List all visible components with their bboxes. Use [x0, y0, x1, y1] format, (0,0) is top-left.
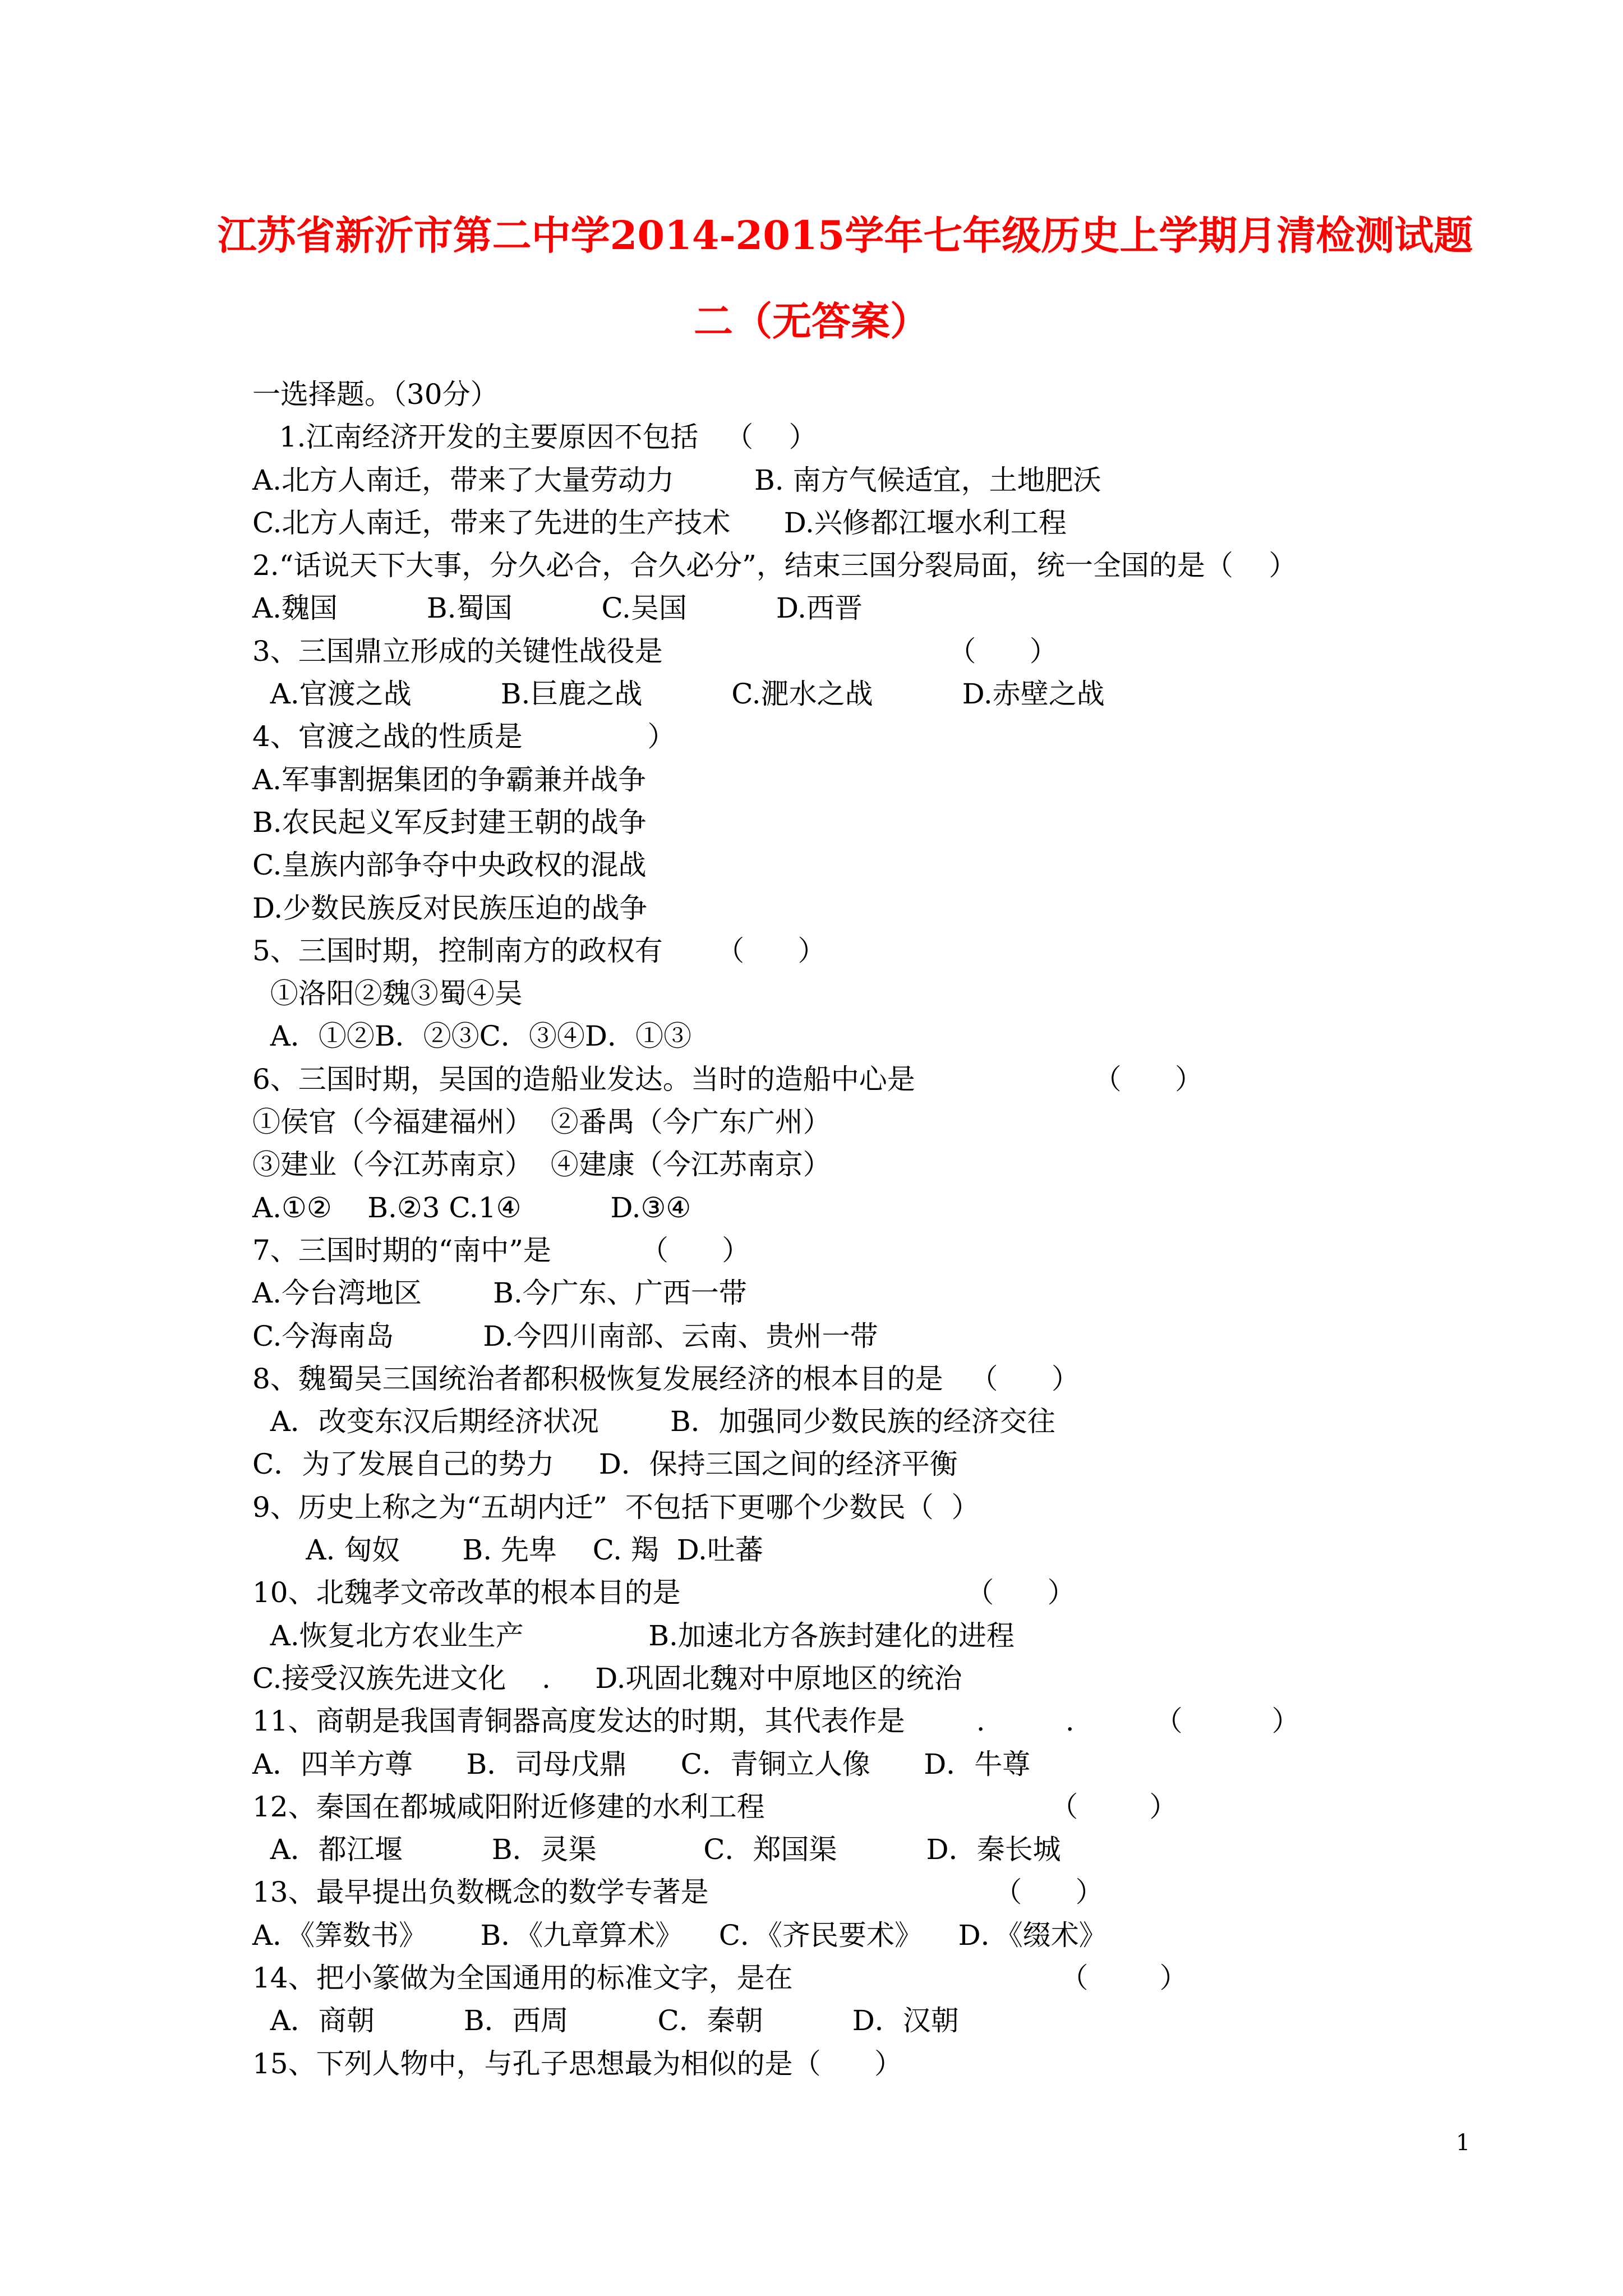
- question-12-options: A．都江堰 B．灵渠 C．郑国渠 D．秦长城: [252, 1833, 1061, 1866]
- question-4-option-b: B.农民起义军反封建王朝的战争: [252, 806, 647, 839]
- question-10: 10、北魏孝文帝改革的根本目的是 （ ）: [252, 1576, 1076, 1609]
- question-6-options: A.①② B.②3 C.1④ D.③④: [252, 1191, 691, 1224]
- question-2: 2.“话说天下大事，分久必合，合久必分”，结束三国分裂局面，统一全国的是（ ）: [252, 549, 1297, 582]
- document-title-line-1: 江苏省新沂市第二中学2014-2015学年七年级历史上学期月清检测试题: [217, 212, 1473, 259]
- question-9-options: A. 匈奴 B. 先卑 C. 羯 D.吐蕃: [252, 1534, 763, 1567]
- question-12: 12、秦国在都城咸阳附近修建的水利工程 （ ）: [252, 1790, 1178, 1823]
- question-content: [252, 373, 1542, 2085]
- question-4-option-a: A.军事割据集团的争霸兼并战争: [252, 763, 647, 796]
- question-6-items-12: ①侯官（今福建福州） ②番禺（今广东广州）: [252, 1106, 831, 1139]
- question-1: 1.江南经济开发的主要原因不包括 （ ）: [252, 421, 817, 454]
- question-11-options: A．四羊方尊 B．司母戊鼎 C．青铜立人像 D．牛尊: [252, 1747, 1031, 1780]
- question-6: 6、三国时期，吴国的造船业发达。当时的造船中心是 （ ）: [252, 1062, 1204, 1096]
- question-13-options: A．《筭数书》 B．《九章算术》 C．《齐民要术》 D．《缀术》: [252, 1918, 1107, 1952]
- question-1-options-cd: C.北方人南迁，带来了先进的生产技术 D.兴修都江堰水利工程: [252, 506, 1067, 539]
- document-title-line-2: 二（无答案）: [694, 298, 929, 344]
- question-7-options-cd: C.今海南岛 D.今四川南部、云南、贵州一带: [252, 1319, 878, 1352]
- question-1-options-ab: A.北方人南迁，带来了大量劳动力 B. 南方气候适宜，土地肥沃: [252, 463, 1101, 496]
- question-8-options-cd: C．为了发展自己的势力 D．保持三国之间的经济平衡: [252, 1448, 958, 1481]
- question-4: 4、官渡之战的性质是 ）: [252, 720, 676, 753]
- question-14-options: A．商朝 B．西周 C．秦朝 D．汉朝: [252, 2004, 959, 2037]
- question-2-options: A.魏国 B.蜀国 C.吴国 D.西晋: [252, 592, 863, 625]
- page-number: 1: [1456, 2130, 1470, 2156]
- question-3-options: A.官渡之战 B.巨鹿之战 C.淝水之战 D.赤壁之战: [252, 678, 1105, 711]
- question-3: 3、三国鼎立形成的关键性战役是 （ ）: [252, 634, 1058, 668]
- section-heading: 一选择题。（30分）: [252, 378, 499, 411]
- question-9: 9、历史上称之为“五胡内迁” 不包括下更哪个少数民（ ）: [252, 1490, 980, 1524]
- question-10-options-cd: C.接受汉族先进文化 . D.巩固北魏对中原地区的统治: [252, 1662, 962, 1695]
- question-10-options-ab: A.恢复北方农业生产 B.加速北方各族封建化的进程: [252, 1619, 1015, 1652]
- question-7: 7、三国时期的“南中”是 （ ）: [252, 1234, 750, 1267]
- question-5: 5、三国时期，控制南方的政权有 （ ）: [252, 934, 826, 967]
- question-4-option-c: C.皇族内部争夺中央政权的混战: [252, 849, 647, 882]
- question-7-options-ab: A.今台湾地区 B.今广东、广西一带: [252, 1277, 747, 1310]
- question-6-items-34: ③建业（今江苏南京） ④建康（今江苏南京）: [252, 1148, 831, 1181]
- question-8: 8、魏蜀吴三国统治者都积极恢复发展经济的根本目的是 （ ）: [252, 1362, 1080, 1395]
- question-15: 15、下列人物中，与孔子思想最为相似的是（ ）: [252, 2047, 902, 2080]
- question-4-option-d: D.少数民族反对民族压迫的战争: [252, 891, 648, 924]
- question-11: 11、商朝是我国青铜器高度发达的时期，其代表作是 . . （ ）: [252, 1705, 1300, 1738]
- question-5-options: A．①②B．②③C．③④D．①③: [252, 1020, 691, 1053]
- question-5-items: ①洛阳②魏③蜀④吴: [252, 977, 523, 1010]
- question-8-options-ab: A．改变东汉后期经济状况 B．加强同少数民族的经济交往: [252, 1405, 1055, 1438]
- question-13: 13、最早提出负数概念的数学专著是 （ ）: [252, 1876, 1104, 1909]
- question-14: 14、把小篆做为全国通用的标准文字，是在 （ ）: [252, 1961, 1188, 1994]
